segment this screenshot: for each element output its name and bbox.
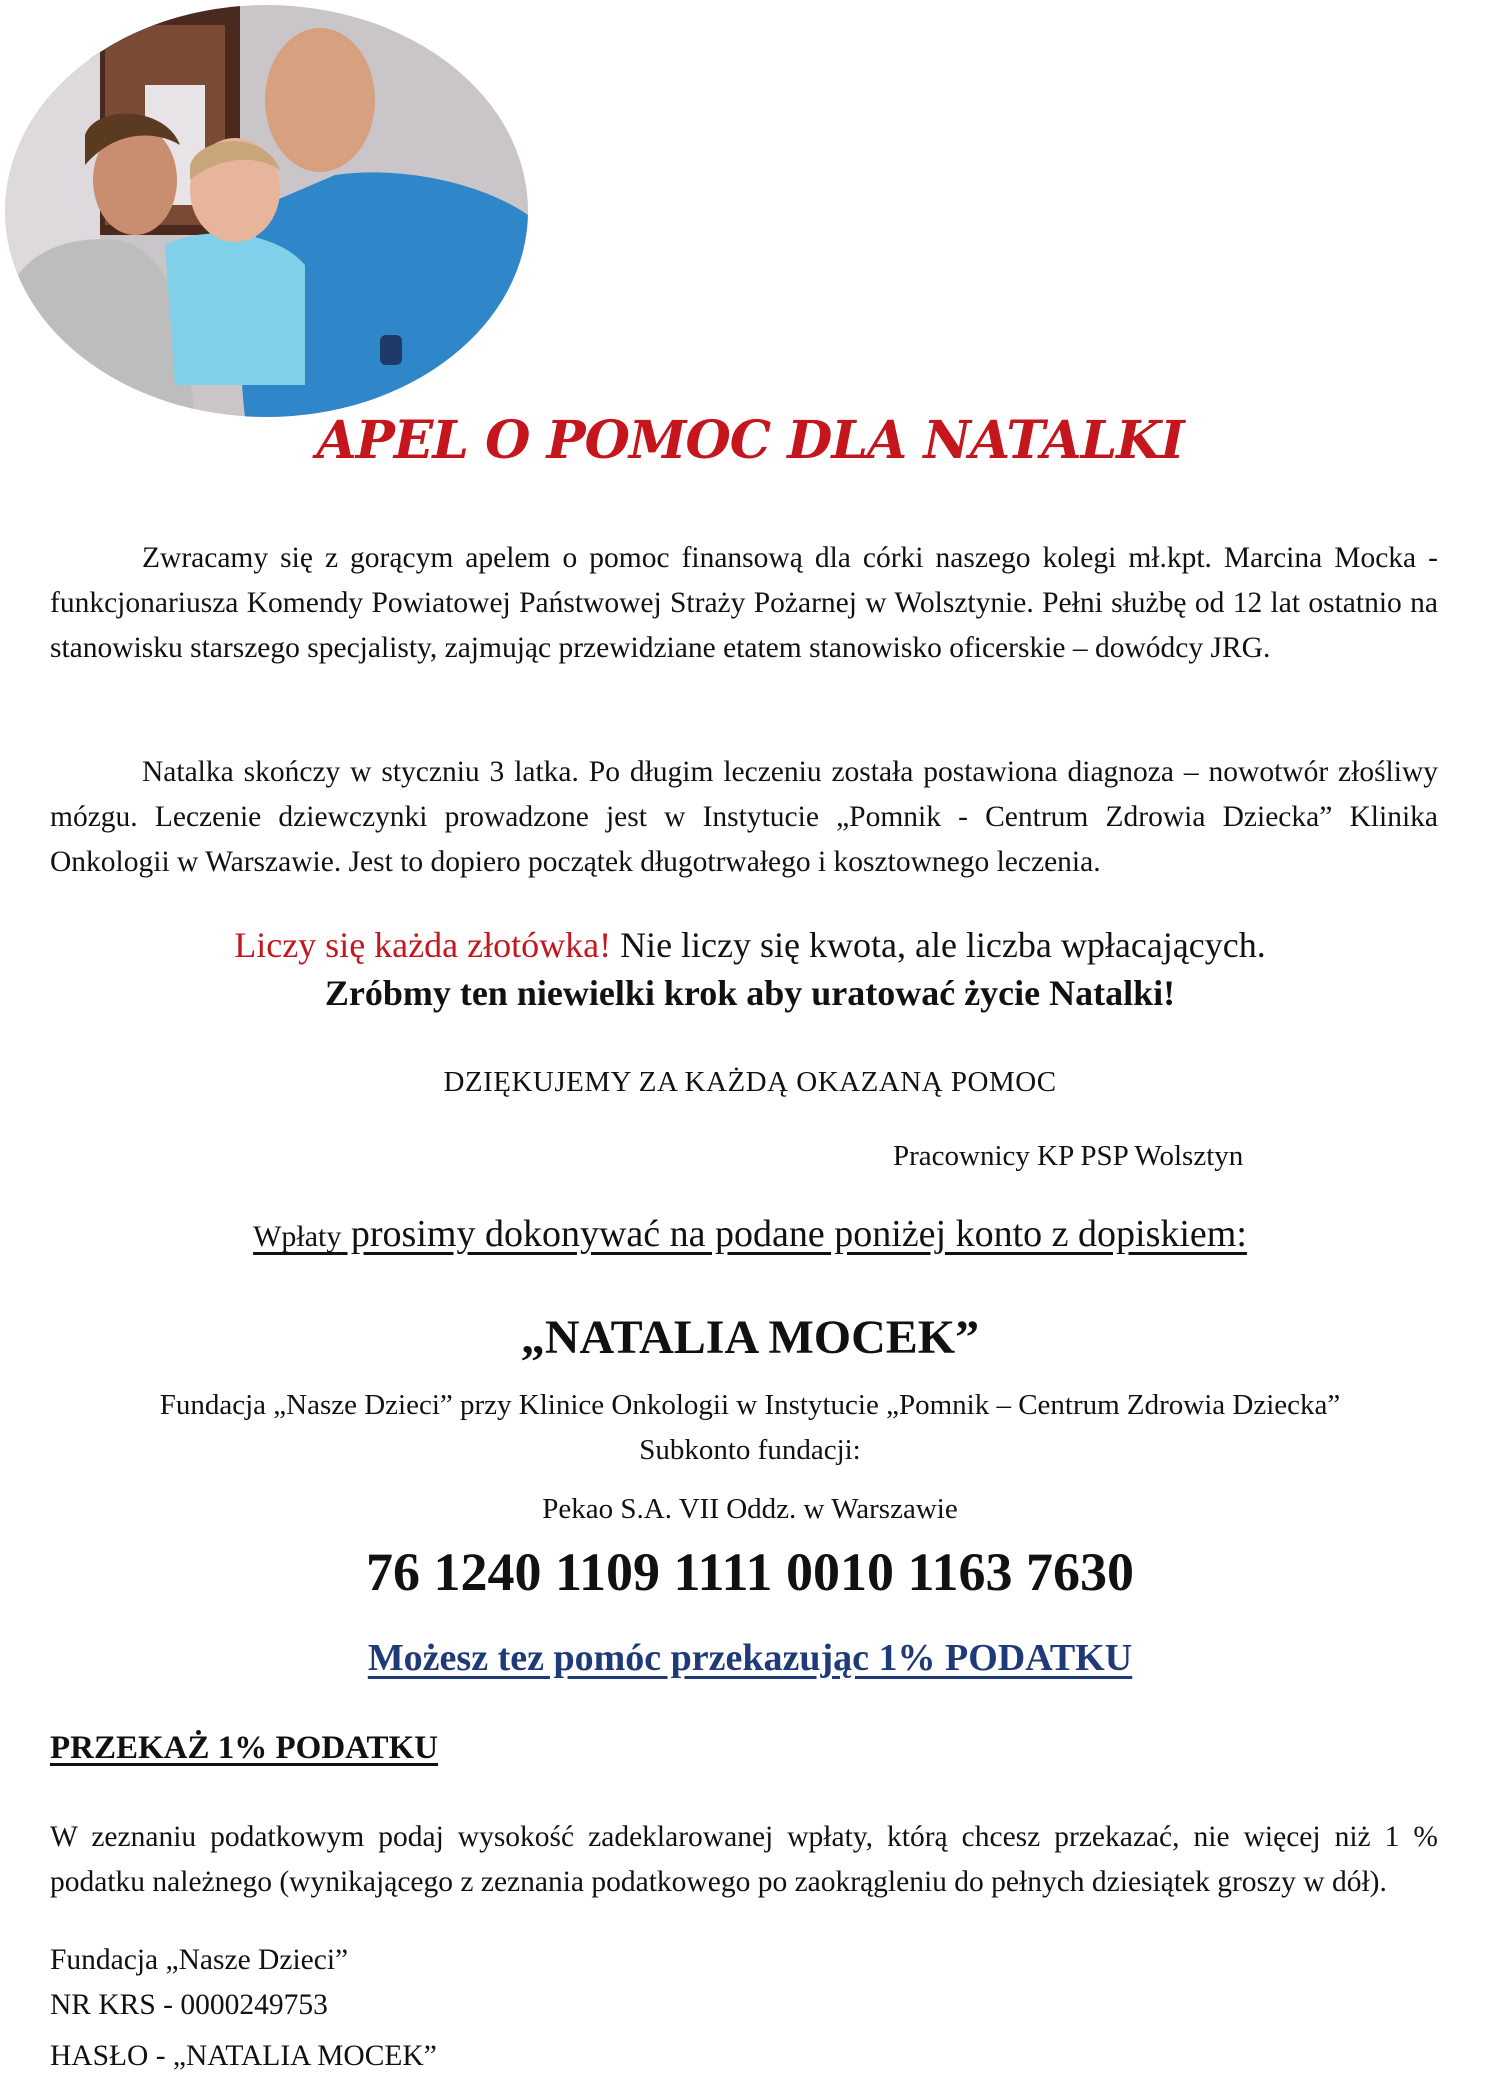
thanks-line: DZIĘKUJEMY ZA KAŻDĄ OKAZANĄ POMOC	[443, 1066, 1057, 1098]
foundation-line: Fundacja „Nasze Dzieci” przy Klinice Onkologii w Instytucie „Pomnik – Centrum Zdrowia Dziecka”	[159, 1389, 1341, 1421]
intro-paragraph	[50, 536, 1438, 671]
subaccount-label: Subkonto fundacji:	[639, 1434, 861, 1466]
account-number: 76 1240 1109 1111 0010 1163 7630	[365, 1542, 1135, 1602]
tax-help-heading: Możesz tez pomóc przekazując 1% PODATKU	[367, 1637, 1133, 1679]
tax-paragraph: W zeznaniu podatkowym podaj wysokość zadeklarowanej wpłaty, którą chcesz przekazać, nie więcej niż 1 % podatku należnego (wynikającego z zeznania podatkowego po zaokrągleniu do pełnych dziesiątek groszy w dół).	[50, 1821, 1438, 1898]
password-line: HASŁO - „NATALIA MOCEK”	[50, 2040, 437, 2072]
family-photo-illustration	[5, 5, 528, 417]
tax-section-heading: PRZEKAŻ 1% PODATKU	[50, 1730, 439, 1766]
diagnosis-paragraph-text: Natalka skończy w styczniu 3 latka. Po długim leczeniu została postawiona diagnoza – nowotwór złośliwy mózgu. Leczenie dziewczynki prowadzone jest w Instytucie „Pomnik - Centrum Zdrowia Dziecka” Klinika Onkologii w Warszawie. Jest to dopiero początek długotrwałego i kosztownego leczenia.	[50, 756, 1438, 878]
family-photo	[5, 5, 528, 417]
krs-number: NR KRS - 0000249753	[50, 1989, 328, 2021]
foundation-name: Fundacja „Nasze Dzieci”	[50, 1944, 349, 1976]
bank-name: Pekao S.A. VII Oddz. w Warszawie	[542, 1493, 958, 1525]
transfer-instruction-rest: prosimy dokonywać na podane poniżej konto z dopiskiem:	[341, 1213, 1247, 1255]
transfer-instruction-start: Wpłaty	[253, 1220, 342, 1253]
transfer-note-name: „NATALIA MOCEK”	[520, 1311, 980, 1364]
appeal-highlight: Liczy się każda złotówka!	[234, 925, 612, 965]
diagnosis-paragraph	[50, 750, 1438, 885]
appeal-text: Nie liczy się kwota, ale liczba wpłacających.	[611, 925, 1266, 965]
page-title: APEL O POMOC DLA NATALKI	[316, 410, 1184, 471]
intro-paragraph-text: Zwracamy się z gorącym apelem o pomoc finansową dla córki naszego kolegi mł.kpt. Marcina Mocka - funkcjonariusza Komendy Powiatowej Państwowej Straży Pożarnej w Wolsztynie. Pełni służbę od 12 lat ostatnio na stanowisku starszego specjalisty, zajmując przewidziane etatem stanowisko oficerskie – dowódcy JRG.	[50, 542, 1438, 664]
appeal-line	[0, 924, 1500, 966]
call-to-action: Zróbmy ten niewielki krok aby uratować życie Natalki!	[324, 973, 1176, 1013]
transfer-instruction	[0, 1212, 1500, 1256]
signature: Pracownicy KP PSP Wolsztyn	[893, 1140, 1244, 1172]
